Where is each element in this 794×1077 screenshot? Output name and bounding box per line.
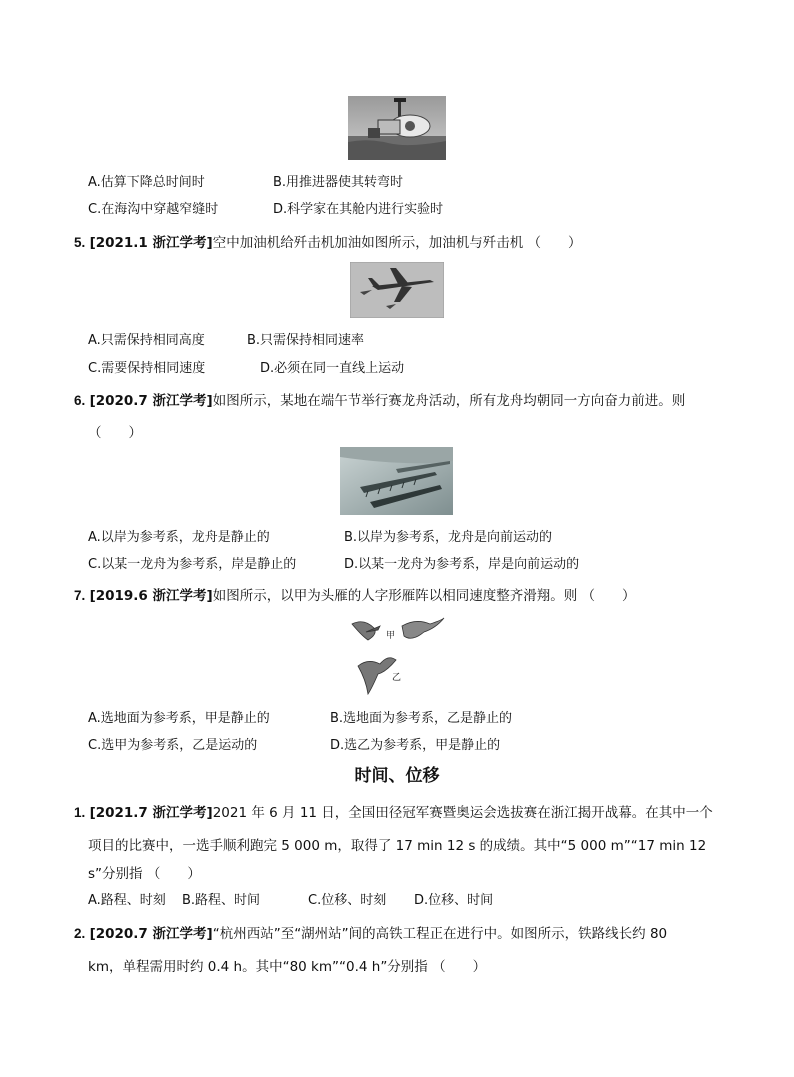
submersible-photo (348, 96, 446, 160)
s2q1-option-c: C.位移、时刻 (308, 893, 387, 908)
s2q1-option-b: B.路程、时间 (182, 893, 261, 908)
s2-question-1-line2: 项目的比赛中，一选手顺利跑完 5 000 m，取得了 17 min 12 s 的成绩。其中“5 000 m”“17 min 12 (88, 838, 707, 854)
question-source: [2021.7 浙江学考] (89, 805, 213, 821)
question-number: 1. (74, 805, 86, 820)
question-source: [2021.1 浙江学考] (89, 235, 213, 251)
question-7 (74, 584, 636, 604)
q5-option-a: A.只需保持相同高度 (88, 333, 205, 348)
question-source: [2020.7 浙江学考] (89, 393, 213, 409)
s2-question-1-line3: s”分别指 （ ） (88, 866, 201, 882)
question-5 (74, 231, 582, 251)
q6-option-b: B.以岸为参考系，龙舟是向前运动的 (344, 530, 553, 545)
s2-question-1-line1 (74, 801, 713, 821)
q5-option-d: D.必须在同一直线上运动 (260, 361, 405, 376)
question-source: [2019.6 浙江学考] (89, 588, 213, 604)
s2-question-2-line1 (74, 922, 667, 942)
section-title: 时间、位移 (354, 766, 440, 786)
q6-option-a: A.以岸为参考系，龙舟是静止的 (88, 530, 270, 545)
question-source: [2020.7 浙江学考] (89, 926, 213, 942)
q7-option-d: D.选乙为参考系，甲是静止的 (330, 738, 501, 753)
s2-question-2-line2: km，单程需用时约 0.4 h。其中“80 km”“0.4 h”分别指 （ ） (88, 959, 487, 975)
q4-option-d: D.科学家在其舱内进行实验时 (273, 202, 444, 217)
q7-option-a: A.选地面为参考系，甲是静止的 (88, 711, 270, 726)
q5-option-c: C.需要保持相同速度 (88, 361, 206, 376)
q4-option-a: A.估算下降总时间时 (88, 175, 205, 190)
question-text: 如图所示，以甲为头雁的人字形雁阵以相同速度整齐滑翔。则 （ ） (212, 588, 636, 604)
question-text: 2021 年 6 月 11 日，全国田径冠军赛暨奥运会选拔赛在浙江揭开战幕。在其中一个 (212, 805, 713, 821)
question-number: 5. (74, 235, 86, 250)
q5-option-b: B.只需保持相同速率 (247, 333, 365, 348)
question-text: 空中加油机给歼击机加油如图所示，加油机与歼击机 （ ） (212, 235, 582, 251)
label-yi: 乙 (392, 673, 402, 683)
question-text: 如图所示，某地在端午节举行赛龙舟活动，所有龙舟均朝同一方向奋力前进。则 (212, 393, 686, 409)
question-number: 6. (74, 393, 86, 408)
dragon-boat-photo (340, 447, 453, 515)
label-jia: 甲 (386, 631, 396, 641)
q4-option-c: C.在海沟中穿越窄缝时 (88, 202, 219, 217)
question-number: 2. (74, 926, 86, 941)
q6-option-c: C.以某一龙舟为参考系，岸是静止的 (88, 557, 297, 572)
refueling-aircraft-photo (350, 262, 444, 318)
s2q1-option-a: A.路程、时刻 (88, 893, 166, 908)
q7-option-c: C.选甲为参考系，乙是运动的 (88, 738, 258, 753)
question-6 (74, 389, 685, 409)
question-number: 7. (74, 588, 86, 603)
question-6-bracket: （ ） (88, 425, 142, 441)
s2q1-option-d: D.位移、时间 (414, 893, 494, 908)
question-text: “杭州西站”至“湖州站”间的高铁工程正在进行中。如图所示，铁路线长约 80 (212, 926, 668, 942)
q6-option-d: D.以某一龙舟为参考系，岸是向前运动的 (344, 557, 580, 572)
geese-formation-figure (346, 614, 446, 696)
q4-option-b: B.用推进器使其转弯时 (273, 175, 404, 190)
q7-option-b: B.选地面为参考系，乙是静止的 (330, 711, 513, 726)
